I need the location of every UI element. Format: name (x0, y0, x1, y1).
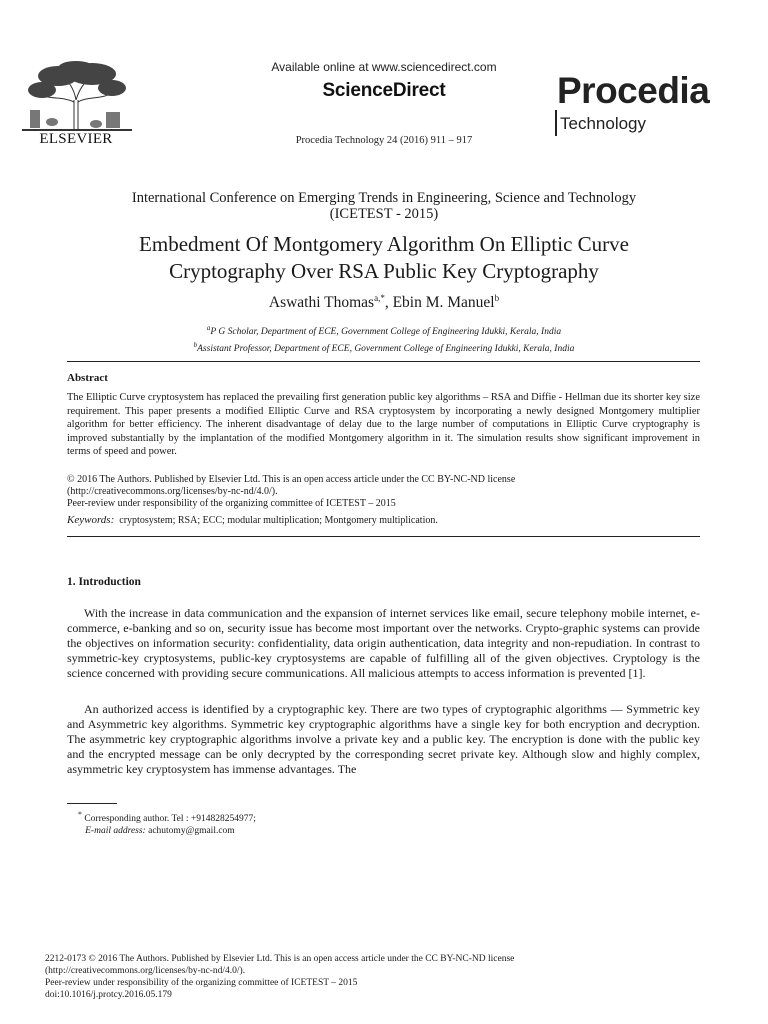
author-1-sup: a,* (374, 293, 385, 303)
paper-title (40, 231, 728, 285)
doi-link[interactable]: doi:10.1016/j.protcy.2016.05.179 (45, 990, 172, 1000)
available-online-text: Available online at www.sciencedirect.com (271, 60, 497, 74)
intro-paragraph-1: With the increase in data communication and the expansion of internet services like email, secure telephony mobile internet, e-commerce, e-banking and so on, security issue has become most important over the networks. Crypto-graphic systems can provide the objectives on information security: confidentiality, data origin authentication, data integrity and non-repudiation. In contrast to symmetric-key cryptosystems, public-key cryptosystems are capable of fulfilling all of the given objectives. Cryptology is the science concerned with providing secure communications. All malicious attempts to access information is prevented [1]. (67, 606, 700, 680)
affiliation-b-text: Assistant Professor, Department of ECE, Government College of Engineering Idukki, Kerala, India (197, 343, 575, 354)
keywords-list: cryptosystem; RSA; ECC; modular multiplication; Montgomery multiplication. (119, 515, 438, 526)
affiliations (0, 322, 768, 355)
title-line-1: Embedment Of Montgomery Algorithm On Elliptic Curve (139, 232, 629, 256)
footnote-email (78, 825, 256, 837)
author-list (0, 293, 768, 312)
footnote-star: * (78, 810, 82, 819)
author-1-name: Aswathi Thomas (268, 294, 375, 312)
author-separator: , (384, 294, 393, 312)
bottom-line-1: 2212-0173 © 2016 The Authors. Published by Elsevier Ltd. This is an open access article under the CC BY-NC-ND license (45, 954, 515, 964)
procedia-logo-bar (555, 110, 557, 136)
abstract-license (67, 474, 700, 510)
footnote-corresponding (78, 809, 256, 825)
conference-name (0, 190, 768, 222)
affiliation-b-sup: b (193, 340, 198, 349)
license-link[interactable]: (http://creativecommons.org/licenses/by-nc-nd/4.0/). (67, 486, 278, 497)
bottom-line-3: Peer-review under responsibility of the organizing committee of ICETEST – 2015 (45, 978, 358, 988)
footnote-email-label: E-mail address: (85, 826, 146, 837)
affiliation-a-text: P G Scholar, Department of ECE, Government College of Engineering Idukki, Kerala, India (210, 327, 562, 338)
affiliation-a (0, 322, 768, 339)
license-line-3: Peer-review under responsibility of the organizing committee of ICETEST – 2015 (67, 498, 396, 509)
footnote (78, 809, 256, 837)
abstract-heading: Abstract (67, 372, 108, 384)
journal-reference: Procedia Technology 24 (2016) 911 – 917 (295, 135, 473, 146)
author-2-sup: b (494, 293, 500, 303)
intro-paragraph-2: An authorized access is identified by a cryptographic key. There are two types of cryptographic algorithms — Symmetric key and Asymmetric key algorithms. Symmetric key cryptographic algorithms have a single key for both encryption and decryption. The asymmetric key cryptographic algorithms involve a private key and a public key. The encryption is done with the public key and the encrypted message can be only decrypted by the corresponding secret private key. Although slow and highly complex, asymmetric key cryptosystem has immense advantages. The (67, 702, 700, 776)
affiliation-b (0, 339, 768, 356)
section-heading-introduction: 1. Introduction (67, 576, 141, 588)
abstract-bottom-rule (67, 536, 700, 537)
footnote-corresponding-text: Corresponding author. Tel : +914828254977; (84, 814, 256, 825)
procedia-logo-name: Procedia (557, 70, 710, 111)
title-line-2: Cryptography Over RSA Public Key Cryptography (169, 259, 599, 283)
footnote-email-address[interactable]: achutomy@gmail.com (148, 826, 235, 837)
keywords (67, 514, 700, 526)
author-2-name: Ebin M. Manuel (392, 294, 495, 312)
abstract-body: The Elliptic Curve cryptosystem has replaced the prevailing first generation public key algorithms – RSA and Diffie - Hellman due its shorter key size requirement. This paper presents a modified Elliptic Curve and RSA cryptosystem by incorporating a newly designed Montgomery multiplier algorithm for better efficiency. The inherent disadvantage of delay due to the large number of computations in Elliptic Curve cryptography is improved substantially by the implantation of the modified Montgomery algorithm in it. The simulation results show significant improvement in terms of speed and power. (67, 392, 700, 457)
conference-line-2: (ICETEST - 2015) (329, 206, 439, 222)
elsevier-wordmark: ELSEVIER (39, 131, 113, 147)
affiliation-a-sup: a (206, 324, 211, 332)
footnote-rule (67, 803, 117, 804)
procedia-logo-subtitle: Technology (560, 114, 647, 133)
abstract-top-rule (67, 361, 700, 362)
sciencedirect-logo: ScienceDirect (322, 80, 446, 101)
bottom-license-link[interactable]: (http://creativecommons.org/licenses/by-nc-nd/4.0/). (45, 966, 246, 976)
conference-line-1: International Conference on Emerging Trends in Engineering, Science and Technology (131, 190, 637, 206)
keywords-label: Keywords: (67, 514, 115, 526)
license-line-1: © 2016 The Authors. Published by Elsevier Ltd. This is an open access article under the CC BY-NC-ND license (67, 474, 516, 485)
bottom-license-block (45, 953, 725, 1001)
